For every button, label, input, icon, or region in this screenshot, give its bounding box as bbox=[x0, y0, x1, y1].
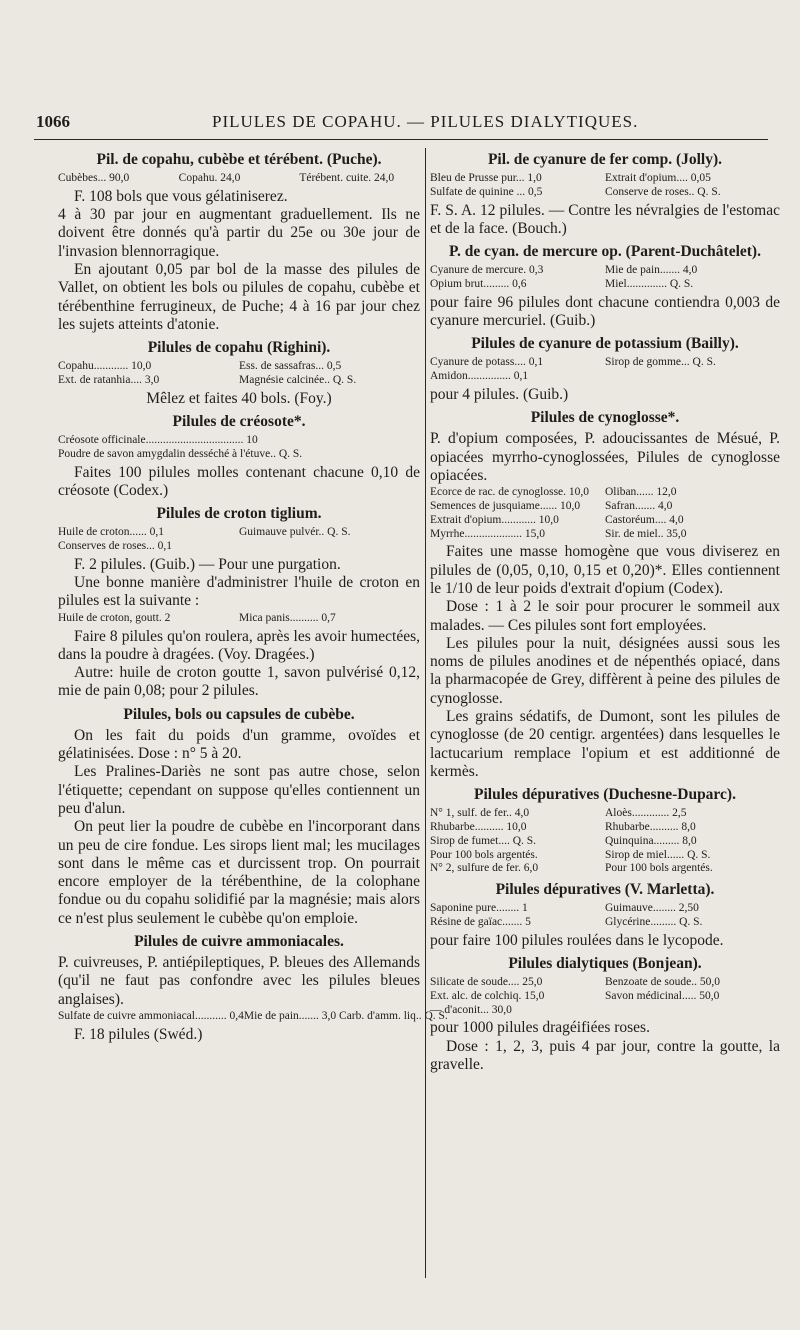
formula bbox=[430, 807, 780, 876]
formula bbox=[430, 172, 780, 200]
formula-row bbox=[430, 990, 780, 1004]
formula-row bbox=[430, 186, 780, 200]
formula-cell: Guimauve pulvér.. Q. S. bbox=[239, 526, 351, 539]
formula-cell: Castoréum.... 4,0 bbox=[605, 513, 684, 526]
formula-row bbox=[58, 612, 420, 626]
formula-cell: Benzoate de soude.. 50,0 bbox=[605, 976, 720, 989]
formula-row bbox=[430, 486, 780, 500]
paragraph: F. 108 bols que vous gélatiniserez. bbox=[74, 187, 288, 205]
formula-cell: Saponine pure........ 1 bbox=[430, 902, 528, 915]
page-number: 1066 bbox=[36, 112, 70, 131]
formula-cell: Myrrhe.................... 15,0 bbox=[430, 527, 545, 540]
formula-cell: Sir. de miel.. 35,0 bbox=[605, 527, 687, 540]
formula-row bbox=[58, 360, 420, 374]
formula-cell: Semences de jusquiame...... 10,0 bbox=[430, 499, 581, 512]
formula-cell: Savon médicinal..... 50,0 bbox=[605, 989, 720, 1002]
formula-cell: Cyanure de potass.... 0,1 bbox=[430, 356, 544, 369]
formula-cell: Huile de croton...... 0,1 bbox=[58, 526, 165, 539]
paragraph: Autre: huile de croton goutte 1, savon pulvérisé 0,12, mie de pain 0,08; pour 2 pilules. bbox=[58, 664, 420, 700]
paragraph: pour faire 100 pilules roulées dans le lycopode. bbox=[430, 931, 724, 949]
section-title: Pilules de cuivre ammoniacales. bbox=[134, 932, 344, 950]
section-title: Pilules de créosote*. bbox=[172, 413, 306, 431]
paragraph: Une bonne manière d'administrer l'huile de croton en pilules est la suivante : bbox=[58, 574, 420, 610]
paragraph: pour 4 pilules. (Guib.) bbox=[430, 385, 569, 403]
formula-cell: Quinquina......... 8,0 bbox=[605, 834, 697, 847]
formula-row bbox=[58, 374, 420, 388]
paragraph: En ajoutant 0,05 par bol de la masse des pilules de Vallet, on obtient les bols ou pilules de copahu, cubèbe et térébenthine ferrugineux, de Puche; 4 à 16 par jour chez les sujets atteints d'atonie. bbox=[58, 260, 420, 333]
formula-cell: Glycérine......... Q. S. bbox=[605, 915, 703, 928]
formula-cell: Sulfate de quinine ... 0,5 bbox=[430, 185, 543, 198]
formula-row bbox=[430, 514, 780, 528]
formula-cell: Ext. alc. de colchiq. 15,0 bbox=[430, 989, 545, 1002]
running-title: PILULES DE COPAHU. — PILULES DIALYTIQUES. bbox=[212, 112, 639, 131]
formula-row bbox=[430, 916, 780, 930]
formula bbox=[58, 360, 420, 388]
formula bbox=[430, 356, 780, 384]
formula bbox=[430, 976, 780, 1017]
paragraph: F. S. A. 12 pilules. — Contre les névralgies de l'estomac et de la face. (Bouch.) bbox=[430, 201, 780, 237]
section-title: Pilules dépuratives (V. Marletta). bbox=[495, 881, 715, 899]
formula-cell: Mie de pain....... 3,0 Carb. d'amm. liq.. Q. S. bbox=[243, 1009, 448, 1022]
formula-row bbox=[430, 807, 780, 821]
formula bbox=[430, 486, 780, 541]
formula bbox=[430, 264, 780, 292]
formula-row bbox=[430, 821, 780, 835]
formula bbox=[58, 434, 420, 462]
paragraph: Mêlez et faites 40 bols. (Foy.) bbox=[146, 389, 332, 407]
formula-row bbox=[430, 835, 780, 849]
running-header bbox=[36, 112, 764, 136]
formula-cell: Ess. de sassafras... 0,5 bbox=[239, 360, 342, 373]
formula-cell: Conserves de roses... 0,1 bbox=[58, 540, 173, 553]
section-title: Pilules de copahu (Righini). bbox=[147, 339, 331, 357]
formula-row bbox=[430, 976, 780, 990]
formula-row bbox=[430, 370, 780, 384]
formula-cell: Cubèbes... 90,0 bbox=[58, 172, 130, 184]
paragraph: Les grains sédatifs, de Dumont, sont les pilules de cynoglosse (de 20 centigr. argentées) dans lesquelles le lactucarium remplace l'opium et est additionné de kermès. bbox=[430, 708, 780, 780]
formula-row bbox=[58, 1009, 448, 1024]
formula-cell: Huile de croton, goutt. 2 bbox=[58, 611, 171, 624]
paragraph: P. d'opium composées, P. adoucissantes de Mésué, P. opiacées myrrho-cynoglossées, Pilules de cynoglosse opiacées. bbox=[430, 430, 780, 484]
formula-cell: Mica panis.......... 0,7 bbox=[239, 611, 336, 624]
section-title: Pilules de cynoglosse*. bbox=[530, 409, 680, 427]
formula-cell: Sirop de miel...... Q. S. bbox=[605, 848, 711, 861]
section-title: P. de cyan. de mercure op. (Parent-Duchâtelet). bbox=[449, 243, 761, 261]
formula-cell: Conserve de roses.. Q. S. bbox=[605, 185, 721, 198]
paragraph: Faites 100 pilules molles contenant chacune 0,10 de créosote (Codex.) bbox=[58, 463, 420, 499]
formula bbox=[58, 1009, 448, 1024]
formula-cell: Ecorce de rac. de cynoglosse. 10,0 bbox=[430, 486, 590, 499]
paragraph: P. cuivreuses, P. antiépileptiques, P. bleues des Allemands (qu'il ne faut pas confondre avec les pilules bleues anglaises). bbox=[58, 953, 420, 1008]
formula-row bbox=[430, 278, 780, 292]
formula-cell: Copahu............ 10,0 bbox=[58, 360, 152, 373]
paragraph: pour faire 96 pilules dont chacune contiendra 0,003 de cyanure mercuriel. (Guib.) bbox=[430, 293, 780, 330]
formula-row bbox=[430, 264, 780, 278]
paragraph: Les Pralines-Dariès ne sont pas autre chose, selon l'étiquette; cependant on suppose qu'elles contiennent un peu d'alun. bbox=[58, 763, 420, 817]
formula-cell: Sirop de fumet.... Q. S. bbox=[430, 834, 537, 847]
formula-row bbox=[430, 500, 780, 514]
formula-row bbox=[430, 528, 780, 542]
formula bbox=[58, 172, 420, 186]
paragraph: On peut lier la poudre de cubèbe en l'incorporant dans un peu de cire fondue. Les sirops lient mal; les mucilages sont dans le même cas et durcissent trop. On pourrait encore employer de la térébenthine, de la colophane fondue ou du copahu solidifié par la magnésie; mais alors ce n'est plus seulement le cubèbe qu'on emploie. bbox=[58, 818, 420, 927]
formula-cell: Pour 100 bols argentés. bbox=[430, 848, 538, 861]
formula-cell bbox=[605, 1004, 780, 1018]
section-title: Pilules dialytiques (Bonjean). bbox=[508, 955, 702, 973]
formula-cell: N° 2, sulfure de fer. 6,0 bbox=[430, 862, 539, 875]
paragraph: F. 2 pilules. (Guib.) — Pour une purgation. bbox=[74, 555, 341, 573]
formula-cell: Rhubarbe.......... 10,0 bbox=[430, 821, 527, 833]
formula-cell: Opium brut......... 0,6 bbox=[430, 277, 527, 290]
formula-cell: Sulfate de cuivre ammoniacal........... 0,4 bbox=[58, 1009, 244, 1022]
formula-row bbox=[58, 434, 420, 448]
formula-cell: Extrait d'opium............ 10,0 bbox=[430, 513, 559, 526]
paragraph: 4 à 30 par jour en augmentant graduellement. Ils ne doivent être donnés qu'à partir du 25e ou 30e jour de l'invasion blennorragique. bbox=[58, 206, 420, 260]
formula-row bbox=[58, 526, 420, 540]
formula-cell: N° 1, sulf. de fer.. 4,0 bbox=[430, 807, 530, 820]
formula-cell: Pour 100 bols argentés. bbox=[605, 862, 713, 875]
formula bbox=[430, 902, 780, 930]
formula-cell: Résine de gaïac....... 5 bbox=[430, 915, 531, 928]
formula-cell: Oliban...... 12,0 bbox=[605, 486, 677, 499]
formula-cell: Extrait d'opium.... 0,05 bbox=[605, 172, 711, 184]
right-column bbox=[430, 150, 780, 1285]
formula-cell: Poudre de savon amygdalin desséché à l'étuve.. Q. S. bbox=[58, 447, 303, 460]
formula-row bbox=[430, 356, 780, 370]
paragraph: F. 18 pilules (Swéd.) bbox=[74, 1025, 203, 1043]
paragraph: Dose : 1, 2, 3, puis 4 par jour, contre la goutte, la gravelle. bbox=[430, 1037, 780, 1074]
formula-row bbox=[430, 172, 780, 186]
paragraph: Faire 8 pilules qu'on roulera, après les avoir humectées, dans la poudre à dragées. (Voy. Dragées.) bbox=[58, 627, 420, 663]
formula-cell: Copahu. 24,0 bbox=[178, 172, 241, 184]
left-column bbox=[58, 150, 448, 1285]
formula-row bbox=[430, 849, 780, 863]
formula-row bbox=[58, 540, 420, 554]
formula-row bbox=[430, 902, 780, 916]
formula-cell: Safran....... 4,0 bbox=[605, 499, 673, 512]
paragraph: Faites une masse homogène que vous diviserez en pilules de (0,05, 0,10, 0,15 et 0,20)*. Elles contiennent le 1/10 de leur poids d'extrait d'opium (Codex). bbox=[430, 543, 780, 597]
section-title: Pilules de croton tiglium. bbox=[156, 505, 322, 523]
paragraph: On les fait du poids d'un gramme, ovoïdes et gélatinisées. Dose : n° 5 à 20. bbox=[58, 726, 420, 763]
formula-cell: — d'aconit... 30,0 bbox=[430, 1003, 512, 1016]
column-divider bbox=[425, 148, 426, 1278]
formula-cell: Guimauve........ 2,50 bbox=[605, 902, 699, 915]
formula bbox=[58, 526, 420, 554]
formula-row bbox=[58, 448, 420, 462]
formula-cell: Ext. de ratanhia.... 3,0 bbox=[58, 373, 160, 386]
header-rule bbox=[34, 139, 768, 140]
formula-cell: Mie de pain....... 4,0 bbox=[605, 264, 698, 277]
formula-cell: Aloès............. 2,5 bbox=[605, 807, 687, 820]
section-title: Pil. de cyanure de fer comp. (Jolly). bbox=[487, 151, 723, 168]
formula-cell: Térébent. cuite. 24,0 bbox=[299, 172, 395, 184]
formula-cell: Cyanure de mercure. 0,3 bbox=[430, 264, 544, 277]
formula-cell: Magnésie calcinée.. Q. S. bbox=[239, 373, 357, 386]
formula-cell: Sirop de gomme... Q. S. bbox=[605, 356, 716, 369]
section-title: Pilules, bols ou capsules de cubèbe. bbox=[123, 705, 355, 723]
formula-cell: Créosote officinale.................................. 10 bbox=[58, 434, 258, 447]
formula-cell: Silicate de soude.... 25,0 bbox=[430, 976, 543, 989]
formula-cell bbox=[605, 370, 780, 384]
paragraph: Dose : 1 à 2 le soir pour procurer le sommeil aux malades. — Ces pilules sont fort employées. bbox=[430, 598, 780, 634]
formula-row bbox=[58, 172, 420, 186]
paragraph: Les pilules pour la nuit, désignées aussi sous les noms de pilules anodines et de népenthés opiacé, dans la pharmacopée de Grey, diffèrent à peine des pilules de cynoglosse. bbox=[430, 634, 780, 707]
formula bbox=[58, 612, 420, 626]
formula-cell: Rhubarbe.......... 8,0 bbox=[605, 821, 696, 833]
formula-cell: Miel.............. Q. S. bbox=[605, 277, 694, 290]
formula-cell: Bleu de Prusse pur... 1,0 bbox=[430, 172, 542, 184]
formula-cell bbox=[239, 540, 420, 554]
formula-row bbox=[430, 1004, 780, 1018]
formula-row bbox=[430, 862, 780, 876]
section-title: Pilules dépuratives (Duchesne-Duparc). bbox=[474, 786, 736, 804]
formula-cell: Amidon............... 0,1 bbox=[430, 370, 529, 383]
paragraph: pour 1000 pilules dragéifiées roses. bbox=[430, 1019, 650, 1037]
section-title: Pilules de cyanure de potassium (Bailly). bbox=[471, 335, 739, 353]
section-title: Pil. de copahu, cubèbe et térébent. (Puche). bbox=[96, 151, 382, 168]
